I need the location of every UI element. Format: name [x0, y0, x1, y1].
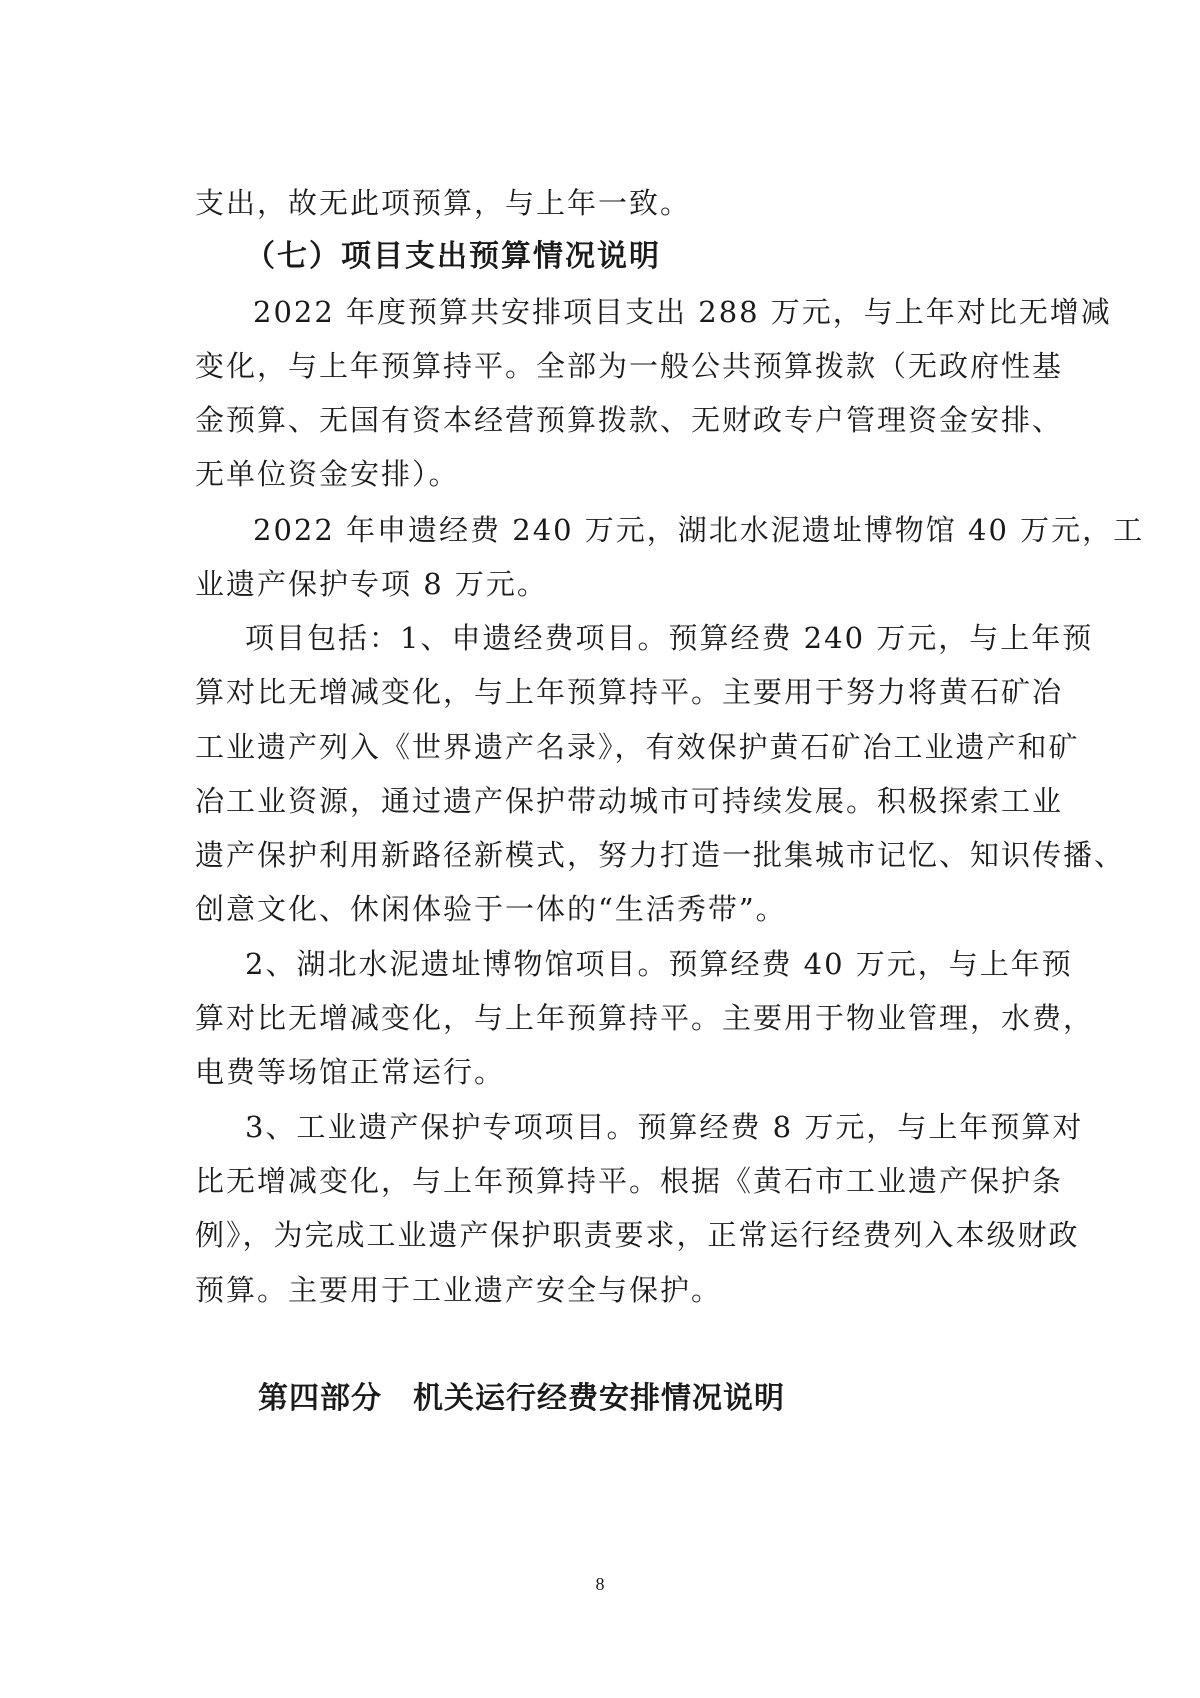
- paragraph-line: 算对比无增减变化，与上年预算持平。主要用于物业管理，水费，: [195, 1001, 1095, 1035]
- paragraph-line: 冶工业资源，通过遗产保护带动城市可持续发展。积极探索工业: [195, 784, 1064, 818]
- paragraph-line: 电费等场馆正常运行。: [195, 1055, 506, 1089]
- paragraph-line: 工业遗产列入《世界遗产名录》，有效保护黄石矿冶工业遗产和矿: [195, 730, 1080, 764]
- paragraph-line: 算对比无增减变化，与上年预算持平。主要用于努力将黄石矿冶: [195, 675, 1064, 709]
- paragraph-line: 变化，与上年预算持平。全部为一般公共预算拨款（无政府性基: [195, 349, 1064, 383]
- paragraph-line: 金预算、无国有资本经营预算拨款、无财政专户管理资金安排、: [195, 403, 1064, 437]
- paragraph-line: 2022 年申遗经费 240 万元，湖北水泥遗址博物馆 40 万元，工: [253, 513, 1145, 547]
- section-heading: （七）项目支出预算情况说明: [245, 239, 661, 274]
- paragraph-line: 创意文化、休闲体验于一体的“生活秀带”。: [195, 892, 787, 926]
- paragraph-line: 遗产保护利用新路径新模式，努力打造一批集城市记忆、知识传播、: [195, 838, 1126, 872]
- paragraph-line: 3、工业遗产保护专项项目。预算经费 8 万元，与上年预算对: [245, 1110, 1084, 1144]
- paragraph-line: 支出，故无此项预算，与上年一致。: [195, 186, 692, 220]
- part-title: 第四部分 机关运行经费安排情况说明: [258, 1381, 785, 1416]
- paragraph-line: 无单位资金安排）。: [195, 457, 460, 491]
- paragraph-line: 预算。主要用于工业遗产安全与保护。: [195, 1273, 723, 1307]
- paragraph-line: 2、湖北水泥遗址博物馆项目。预算经费 40 万元，与上年预: [245, 947, 1073, 981]
- paragraph-line: 例》，为完成工业遗产保护职责要求，正常运行经费列入本级财政: [195, 1218, 1080, 1252]
- page-number: 8: [595, 1574, 605, 1594]
- paragraph-line: 2022 年度预算共安排项目支出 288 万元，与上年对比无增减: [253, 295, 1112, 329]
- paragraph-line: 比无增减变化，与上年预算持平。根据《黄石市工业遗产保护条: [195, 1164, 1064, 1198]
- paragraph-line: 业遗产保护专项 8 万元。: [195, 567, 548, 601]
- paragraph-line: 项目包括：1、申遗经费项目。预算经费 240 万元，与上年预: [245, 621, 1094, 655]
